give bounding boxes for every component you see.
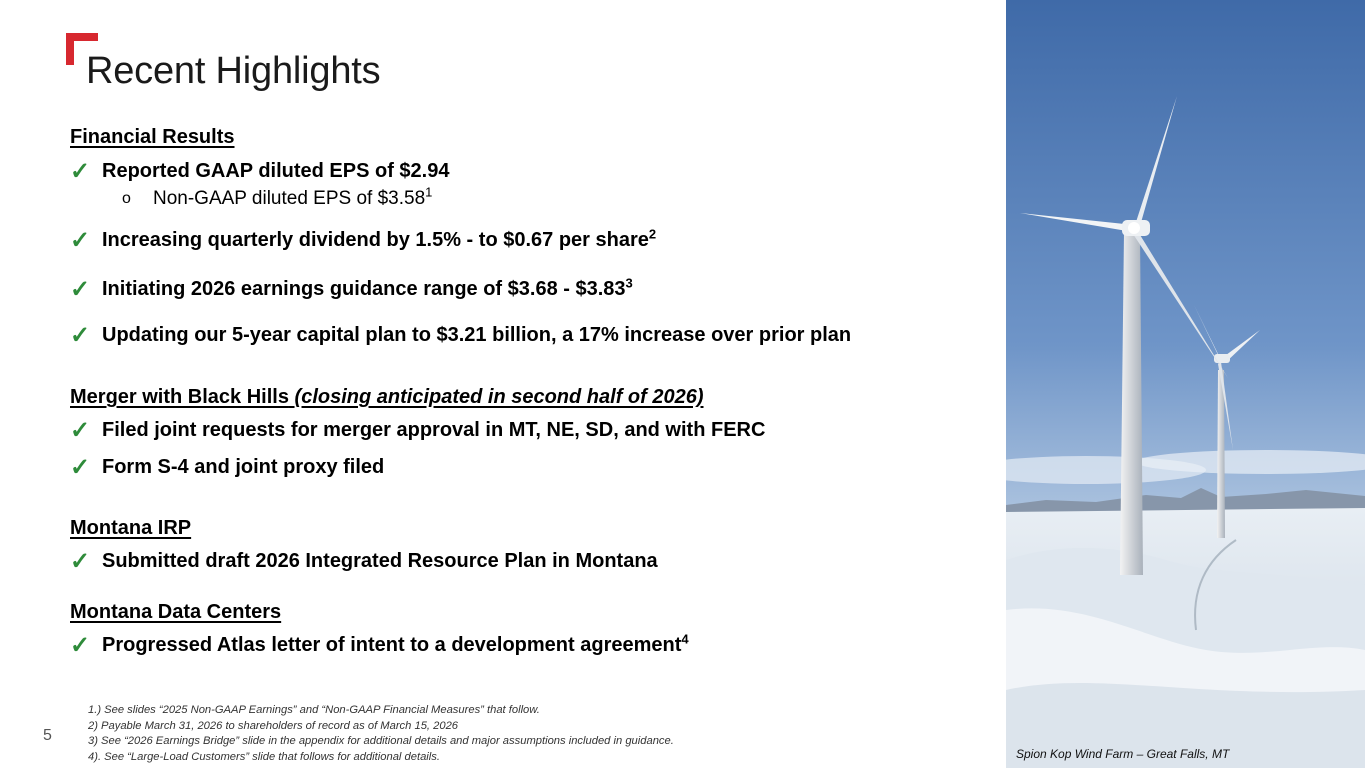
check-icon: ✓ bbox=[70, 227, 91, 254]
list-item bbox=[70, 160, 449, 183]
page-title: Recent Highlights bbox=[86, 50, 381, 92]
footnote: 3) See “2026 Earnings Bridge” slide in the appendix for additional details and major assumptions included in guidance. bbox=[88, 735, 674, 748]
check-icon: ✓ bbox=[70, 417, 91, 444]
check-icon: ✓ bbox=[70, 548, 91, 575]
item-text: Filed joint requests for merger approval in MT, NE, SD, and with FERC bbox=[102, 419, 766, 441]
footnote: 2) Payable March 31, 2026 to shareholders of record as of March 15, 2026 bbox=[88, 719, 459, 732]
list-item bbox=[70, 456, 384, 479]
wind-turbine-illustration bbox=[1006, 0, 1365, 768]
list-item bbox=[70, 550, 658, 573]
footnote-ref: 4 bbox=[681, 631, 689, 647]
page-number: 5 bbox=[43, 727, 52, 744]
footnote-ref: 1 bbox=[425, 184, 433, 200]
photo-caption: Spion Kop Wind Farm – Great Falls, MT bbox=[1016, 747, 1230, 761]
footnote-ref: 2 bbox=[648, 226, 657, 242]
footnote: 4). See “Large-Load Customers” slide that follows for additional details. bbox=[88, 750, 440, 763]
item-text: Initiating 2026 earnings guidance range of $3.68 - $3.83 bbox=[102, 278, 626, 300]
section-heading-data-centers: Montana Data Centers bbox=[70, 601, 282, 623]
section-heading-merger bbox=[70, 386, 704, 409]
item-text: Reported GAAP diluted EPS of $2.94 bbox=[102, 160, 450, 182]
list-item bbox=[70, 631, 689, 659]
check-icon: ✓ bbox=[70, 454, 91, 481]
footnote-ref: 3 bbox=[625, 275, 633, 291]
section-heading-irp: Montana IRP bbox=[70, 517, 192, 539]
sub-item-text: Non-GAAP diluted EPS of $3.58 bbox=[153, 188, 426, 209]
list-item bbox=[70, 324, 851, 347]
section-heading-text: Merger with Black Hills bbox=[70, 386, 289, 408]
footnote: 1.) See slides “2025 Non-GAAP Earnings” and “Non-GAAP Financial Measures” that follow. bbox=[88, 704, 540, 716]
item-text: Increasing quarterly dividend by 1.5% - to $0.67 per share bbox=[102, 229, 649, 251]
list-item bbox=[70, 275, 633, 303]
sub-list-item bbox=[70, 184, 433, 210]
check-icon: ✓ bbox=[70, 322, 91, 349]
item-text: Updating our 5-year capital plan to $3.21 billion, a 17% increase over prior plan bbox=[102, 324, 852, 346]
section-heading-note: (closing anticipated in second half of 2026) bbox=[294, 386, 704, 408]
item-text: Submitted draft 2026 Integrated Resource Plan in Montana bbox=[102, 550, 658, 572]
check-icon: ✓ bbox=[70, 158, 91, 185]
circle-bullet-icon: o bbox=[122, 190, 131, 207]
list-item bbox=[70, 419, 765, 442]
section-heading-financial: Financial Results bbox=[70, 126, 235, 148]
footnotes bbox=[88, 703, 674, 765]
wind-farm-photo bbox=[1006, 0, 1365, 768]
check-icon: ✓ bbox=[70, 276, 91, 303]
item-text: Progressed Atlas letter of intent to a development agreement bbox=[102, 634, 682, 656]
list-item bbox=[70, 226, 657, 254]
check-icon: ✓ bbox=[70, 632, 91, 659]
item-text: Form S-4 and joint proxy filed bbox=[102, 456, 385, 478]
